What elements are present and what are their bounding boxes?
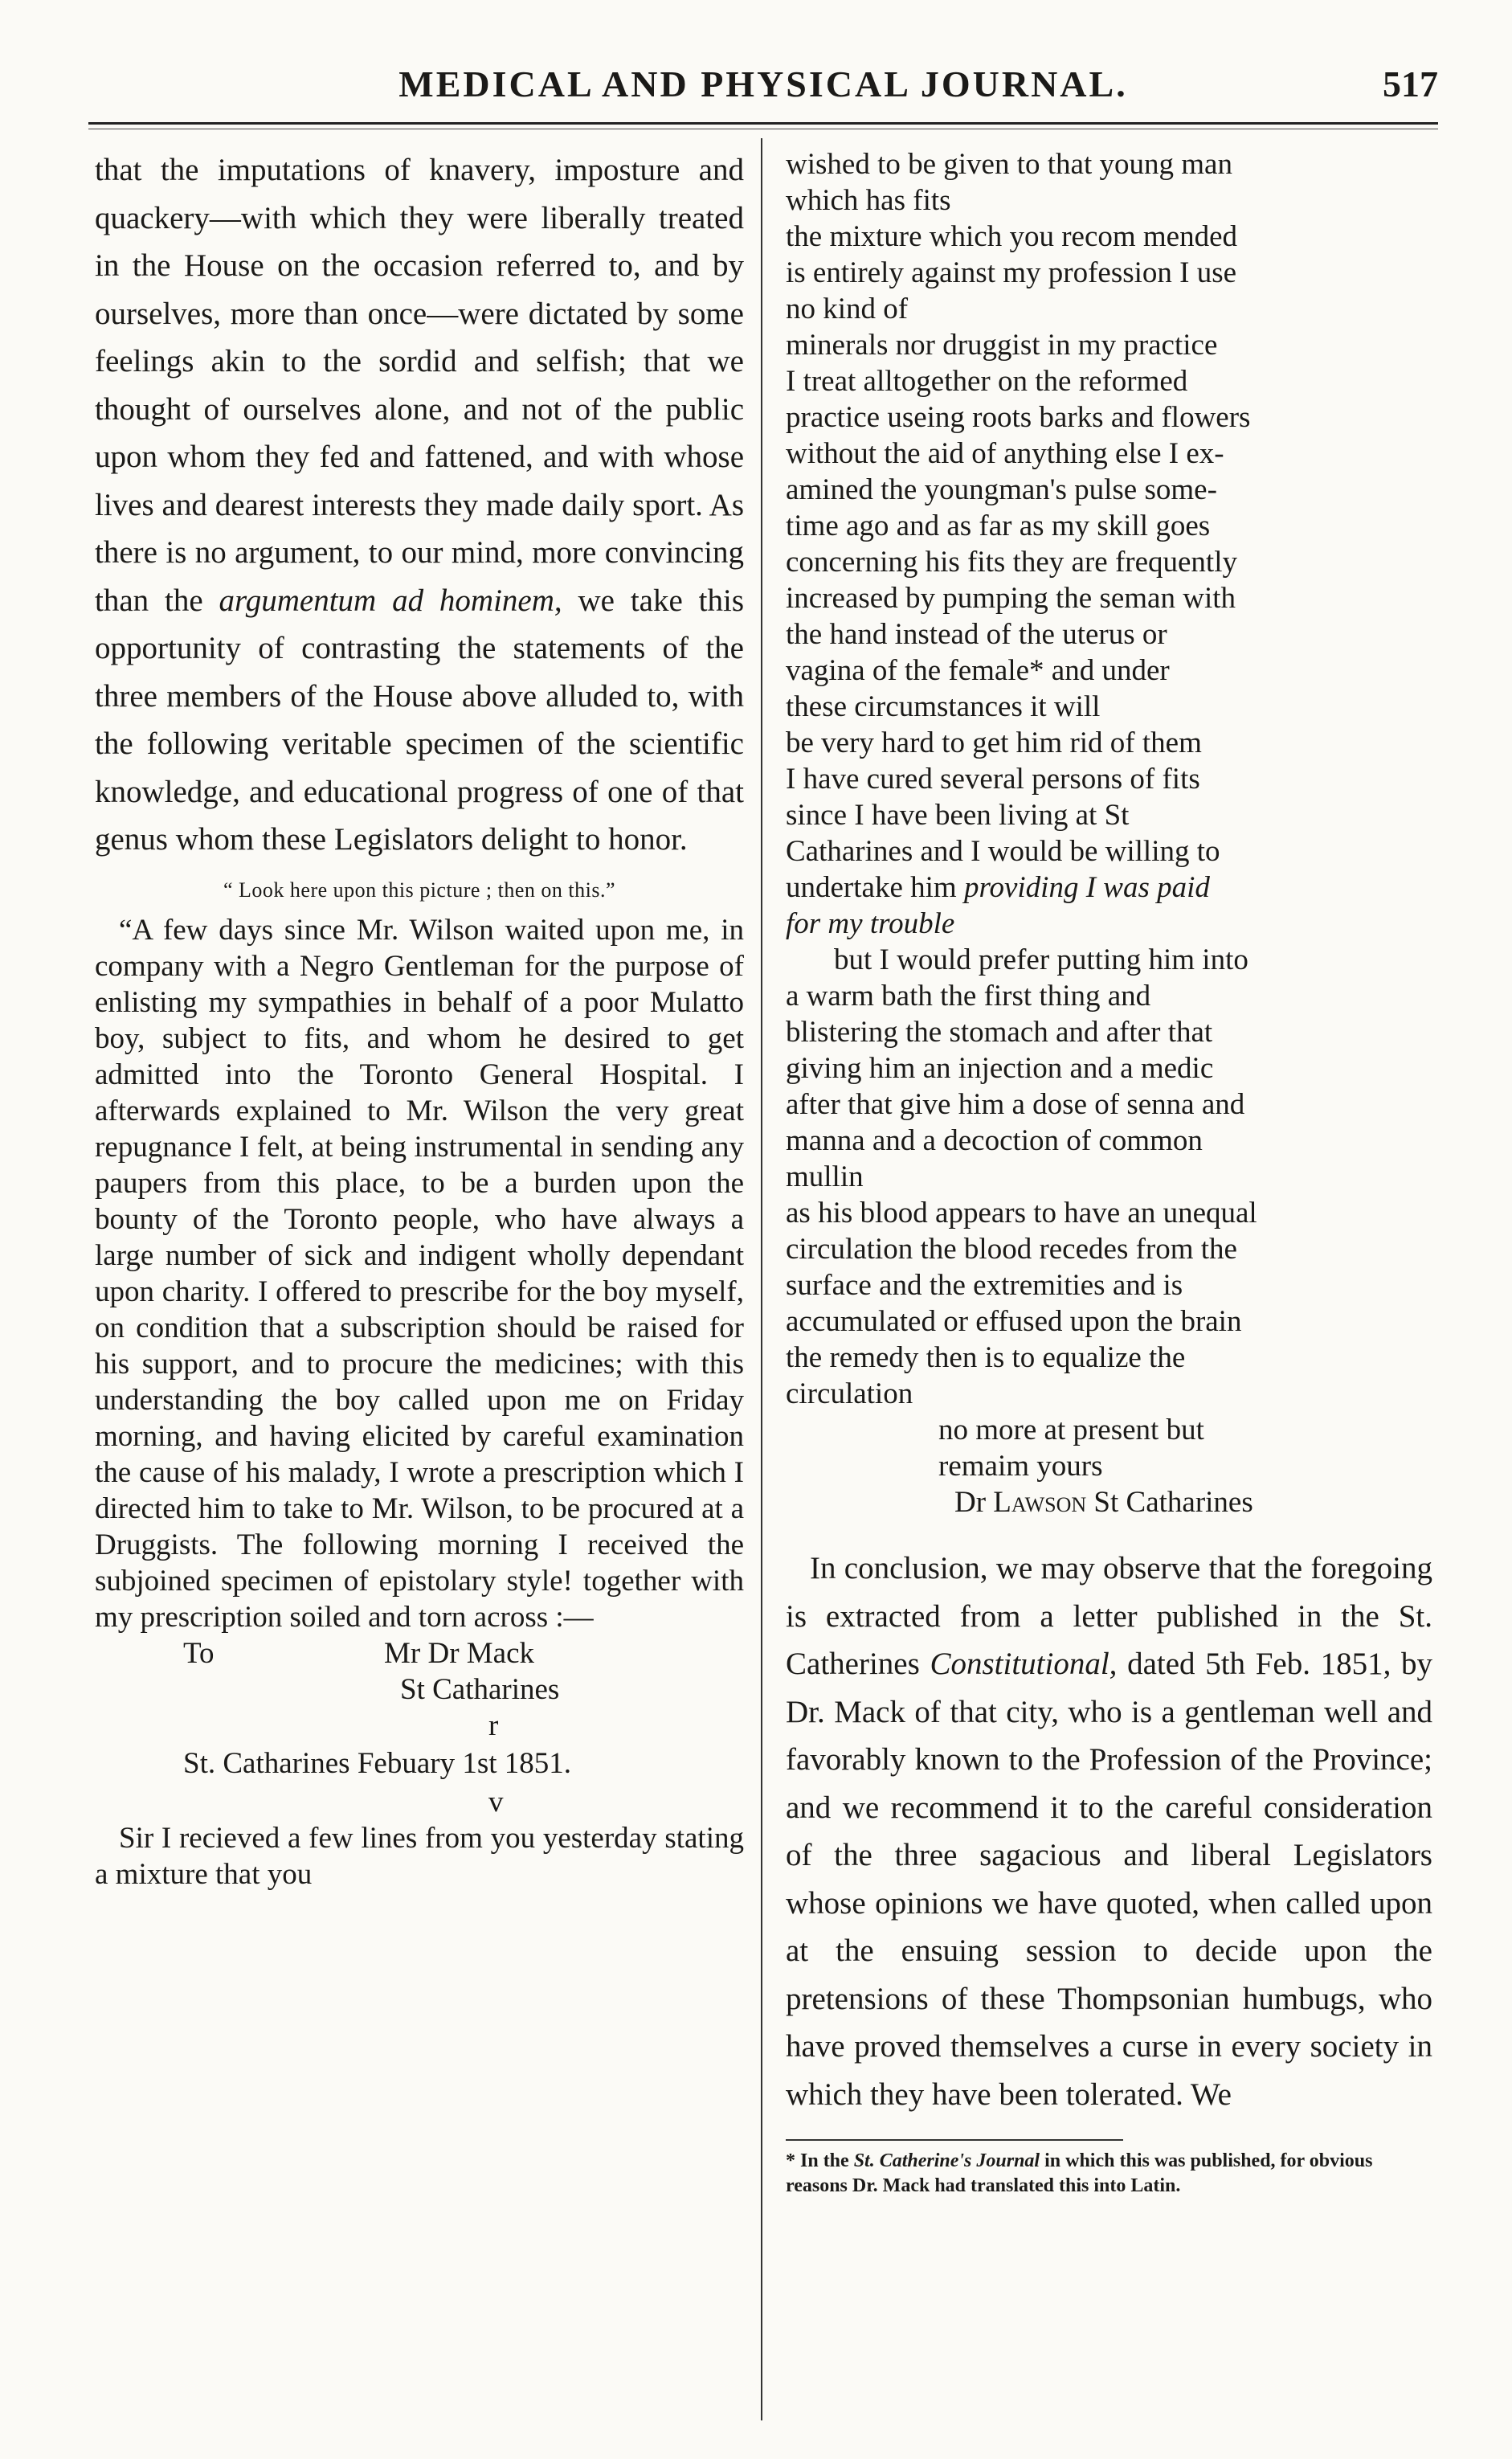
- address-to-row: [95, 1635, 744, 1671]
- letter-line: as his blood appears to have an unequal: [786, 1197, 1257, 1230]
- address-mark-r: r: [488, 1708, 499, 1742]
- letter-line: the hand instead of the uterus or: [786, 618, 1167, 651]
- conclusion-text-1: In conclusion, we may observe that the foregoing is extracted from a letter published in the St. Catherines: [786, 1551, 1432, 1681]
- footnote-text-1: * In the: [786, 2150, 849, 2171]
- conclusion-italic: Constitutional,: [930, 1647, 1118, 1681]
- letter-line: which has fits: [786, 184, 951, 217]
- letter-line-text: undertake him: [786, 871, 957, 904]
- letter-line: but I would prefer putting him into: [834, 943, 1248, 976]
- letter-line: the mixture which you recom mended: [786, 220, 1238, 253]
- letter-line: increased by pumping the seman with: [786, 582, 1236, 615]
- letter-line: I treat alltogether on the reformed: [786, 365, 1188, 398]
- address-to-name: Mr Dr Mack: [384, 1636, 535, 1670]
- letter-line: vagina of the female* and under: [786, 654, 1170, 687]
- letter-signature: [786, 1484, 1432, 1520]
- letter-line: wished to be given to that young man: [786, 148, 1232, 181]
- page-header: [88, 63, 1438, 119]
- footnote-rule: [786, 2139, 1123, 2141]
- letter-line: concerning his fits they are frequently: [786, 546, 1237, 579]
- letter-line: a warm bath the first thing and: [786, 980, 1151, 1013]
- letter-line: manna and a decoction of common: [786, 1124, 1203, 1157]
- letter-closing: no more at present but: [938, 1414, 1204, 1446]
- letter-opening: Sir I recieved a few lines from you yesterday stating a mixture that you: [95, 1821, 744, 1891]
- letter-line: after that give him a dose of senna and: [786, 1088, 1245, 1121]
- intro-paragraph: [95, 146, 744, 864]
- letter-line: giving him an injection and a medic: [786, 1052, 1214, 1085]
- intro-text-2: we take this opportunity of contrasting the statements of the three members of the House above alluded to, with the following veritable specimen of the scientific knowledge, and educational progress of one of that genus whom these Legislators delight to honor.: [95, 583, 745, 857]
- header-rule: [88, 122, 1438, 125]
- letter-line: the remedy then is to equalize the: [786, 1341, 1186, 1374]
- conclusion-text-2: dated 5th Feb. 1851, by Dr. Mack of that city, who is a gentleman well and favorably known to the Profession of the Province; and we recommend it to the careful consideration of the three sagacious and liberal Legislators whose opinions we have quoted, when called upon at the ensuing session to decide upon the pretensions of these Thompsonian humbugs, who have proved themselves a curse in every society in which they have been tolerated. We: [786, 1647, 1433, 2112]
- right-column: [786, 146, 1432, 2199]
- letter-line: Catharines and I would be willing to: [786, 835, 1220, 868]
- column-divider: [761, 138, 762, 2420]
- footnote: [786, 2149, 1432, 2199]
- lawson-letter: [786, 146, 1432, 1520]
- signature-prefix: Dr: [954, 1486, 987, 1519]
- letter-line: is entirely against my profession I use: [786, 256, 1237, 289]
- letter-line: amined the youngman's pulse some-: [786, 473, 1217, 506]
- letter-line: blistering the stomach and after that: [786, 1016, 1213, 1049]
- letter-line: since I have been living at St: [786, 799, 1130, 832]
- intro-italic: argumentum ad hominem,: [219, 583, 562, 618]
- letter-line: surface and the extremities and is: [786, 1269, 1183, 1302]
- signature-place: St Catharines: [1093, 1486, 1253, 1519]
- footnote-text-2: in which this was published, for obvious reasons Dr. Mack had translated this into Latin.: [786, 2150, 1373, 2196]
- letter-line-with-italic: [786, 869, 1432, 906]
- left-column: [95, 146, 744, 1892]
- intro-text-1: that the imputations of knavery, imposture and quackery—with which they were liberally treated in the House on the occasion referred to, and by ourselves, more than once—were dictated by some feelings akin to the sordid and selfish; that we thought of ourselves alone, and not of the public upon whom they fed and fattened, and with whose lives and dearest interests they made daily sport. As there is no argument, to our mind, more convincing than the: [95, 153, 744, 618]
- conclusion-paragraph: [786, 1545, 1432, 2118]
- letter-italic-2: for my trouble: [786, 907, 955, 940]
- address-to-label: To: [183, 1636, 215, 1670]
- letter-line: minerals nor druggist in my practice: [786, 329, 1218, 362]
- letter-line: circulation the blood recedes from the: [786, 1233, 1237, 1266]
- letter-italic-1: providing I was paid: [963, 871, 1210, 904]
- letter-line: practice useing roots barks and flowers: [786, 401, 1251, 434]
- mack-letter-paragraph: “A few days since Mr. Wilson waited upon me, in company with a Negro Gentleman for the purpose of enlisting my sympathies in behalf of a poor Mulatto boy, subject to fits, and whom he desired to get admitted into the Toronto General Hospital. I afterwards explained to Mr. Wilson the very great repugnance I felt, at being instrumental in sending any paupers from this place, to be a burden upon the bounty of the Toronto people, who have always a large number of sick and indigent wholly dependant upon charity. I offered to prescribe for the boy myself, on condition that a subscription should be raised for his support, and to procure the medicines; with this understanding the boy called upon me on Friday morning, and having elicited by careful examination the cause of his malady, I wrote a prescription which I directed him to take to Mr. Wilson, to be procured at a Druggists. The following morning I received the subjoined specimen of epistolary style! together with my prescription soiled and torn across :—: [95, 913, 744, 1634]
- letter-line: mullin: [786, 1160, 864, 1193]
- letter-line: these circumstances it will: [786, 690, 1101, 723]
- running-title: MEDICAL AND PHYSICAL JOURNAL.: [398, 63, 1128, 104]
- letter-line: without the aid of anything else I ex-: [786, 437, 1224, 470]
- address-to-place: St Catharines: [400, 1672, 560, 1706]
- letter-line: accumulated or effused upon the brain: [786, 1305, 1242, 1338]
- shakespeare-quote: “ Look here upon this picture ; then on this.”: [223, 878, 615, 902]
- letter-date: St. Catharines Febuary 1st 1851.: [183, 1746, 572, 1780]
- letter-line: I have cured several persons of fits: [786, 763, 1200, 796]
- letter-line-italic: [786, 906, 1432, 942]
- letter-line: be very hard to get him rid of them: [786, 726, 1202, 759]
- footnote-italic: St. Catherine's Journal: [853, 2150, 1040, 2171]
- letter-closing: remaim yours: [938, 1450, 1103, 1483]
- page-number: 517: [1383, 63, 1438, 104]
- letter-line: circulation: [786, 1377, 913, 1410]
- letter-line: time ago and as far as my skill goes: [786, 509, 1211, 542]
- signature-name: Lawson: [993, 1486, 1087, 1519]
- letter-line: no kind of: [786, 293, 909, 325]
- address-mark-v: v: [488, 1785, 504, 1819]
